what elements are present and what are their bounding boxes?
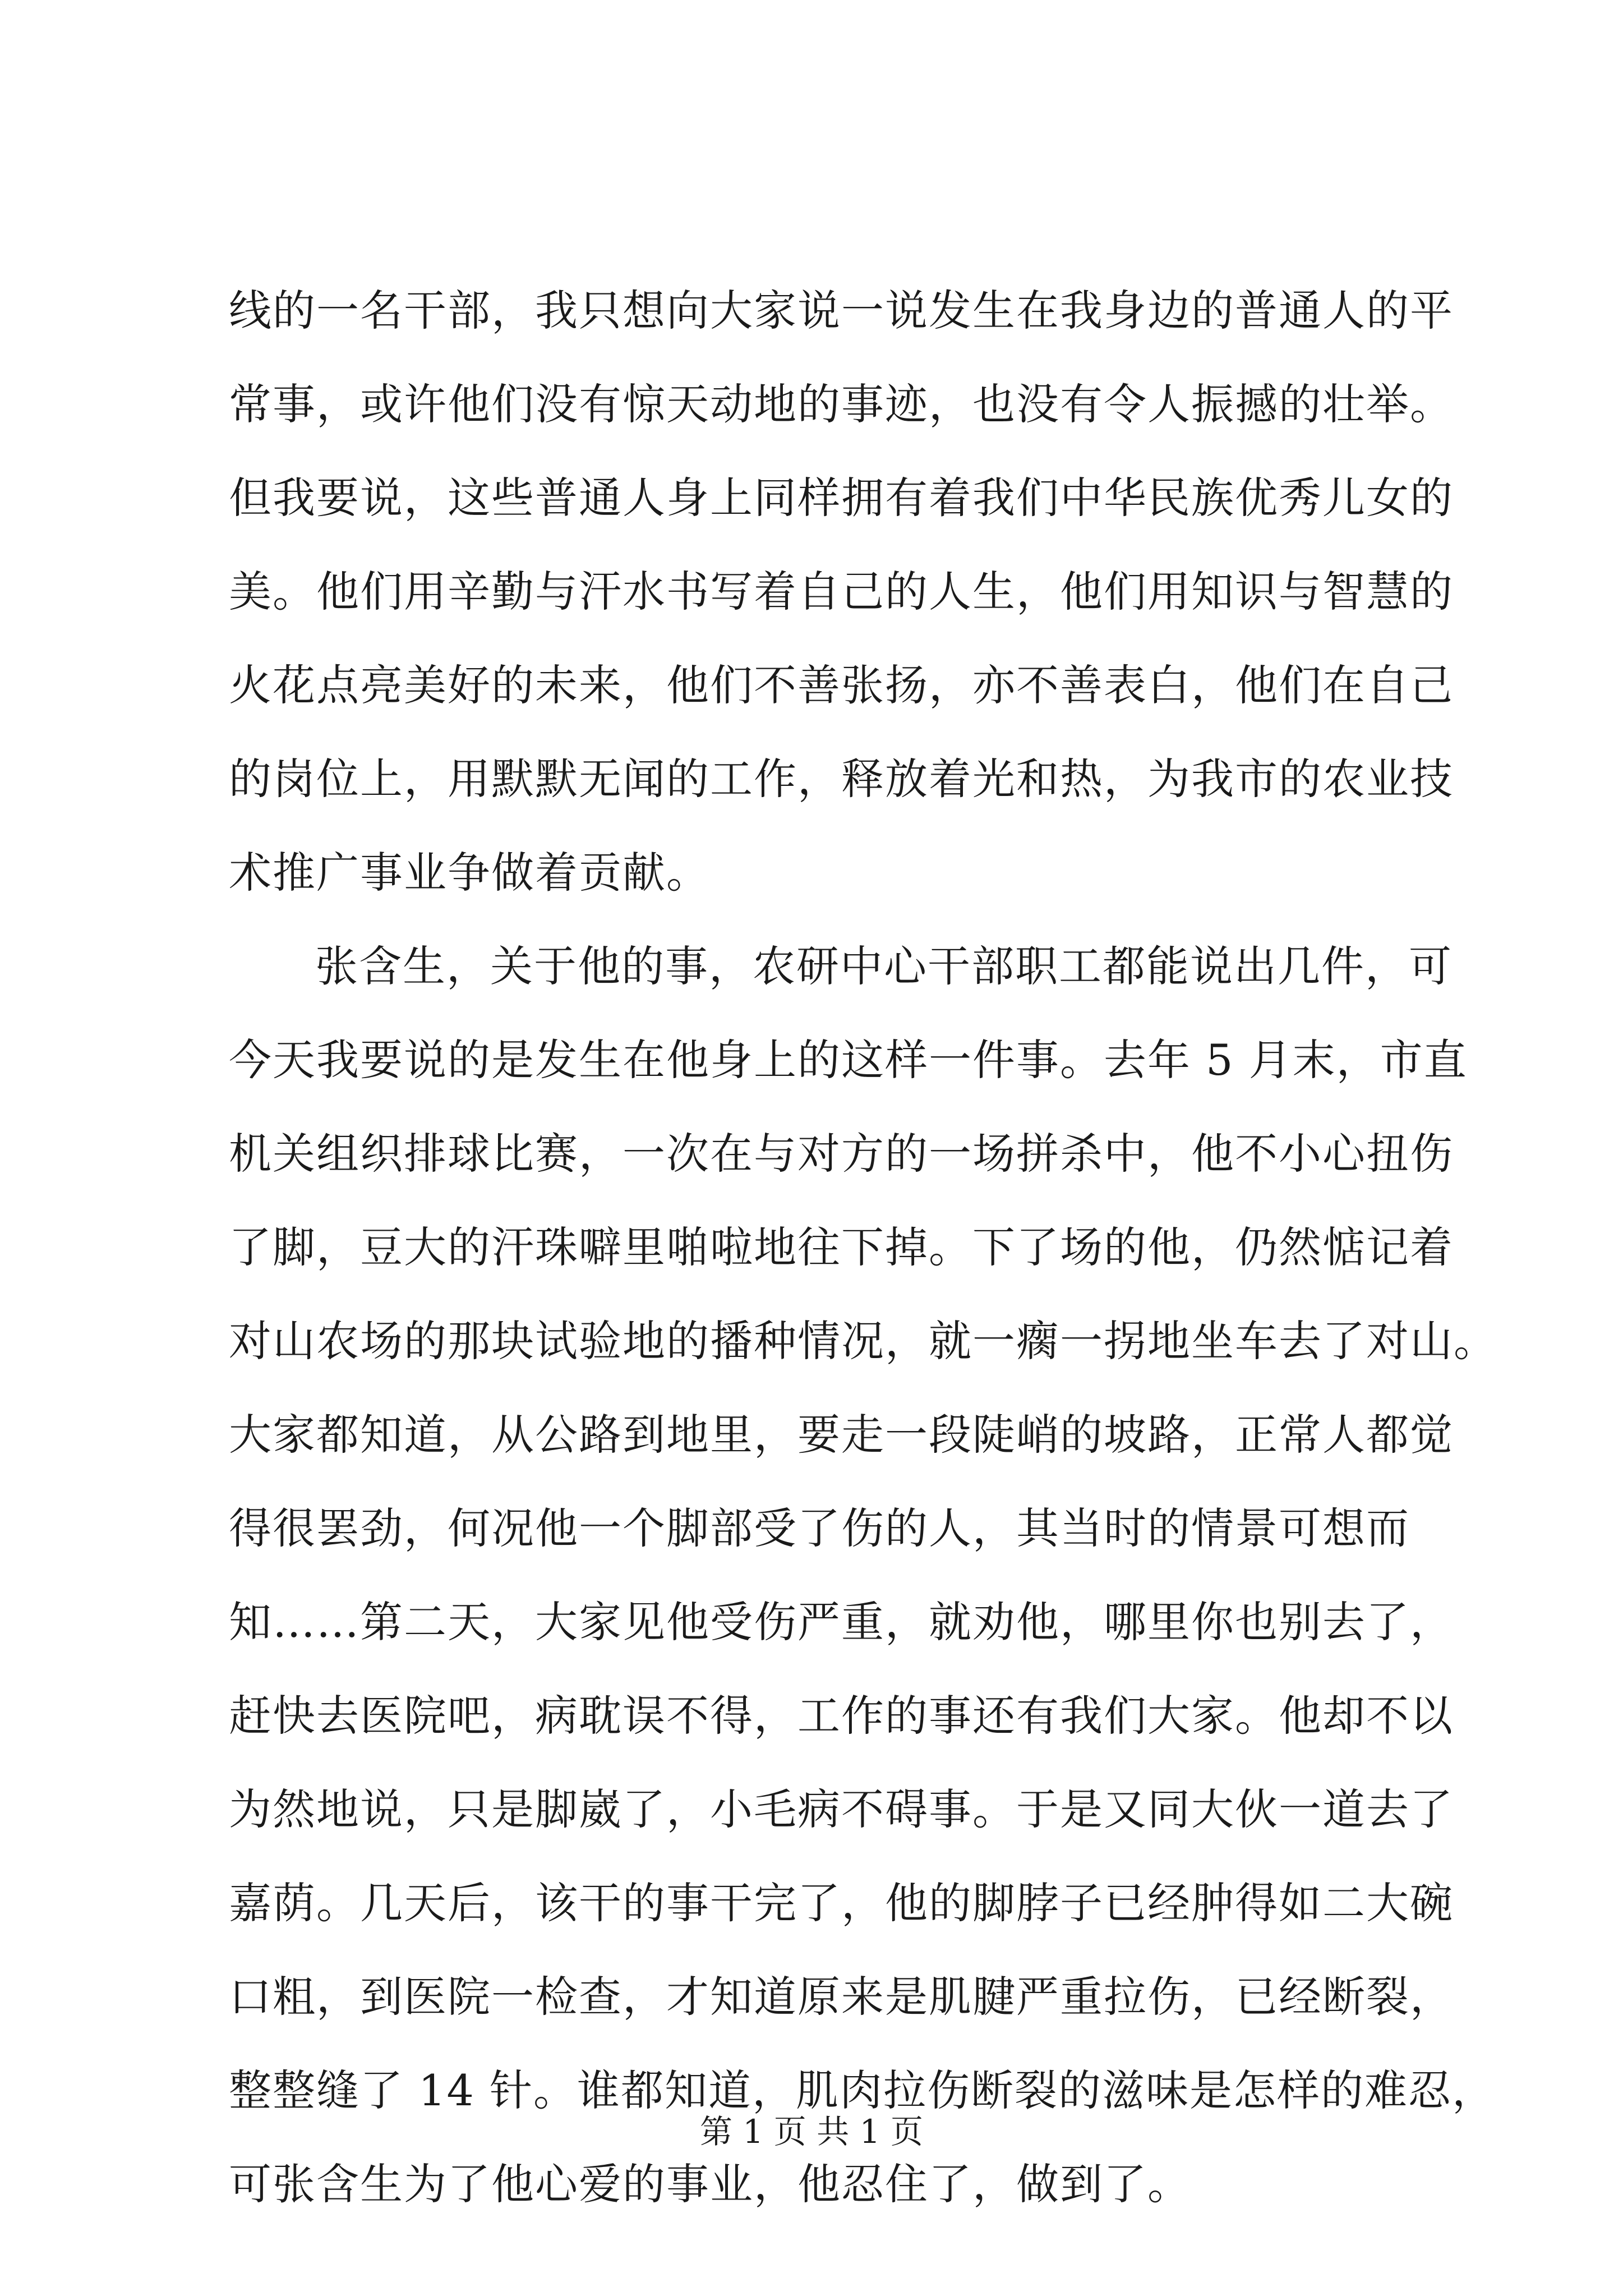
text-line: 知……第二天，大家见他受伤严重，就劝他，哪里你也别去了， (229, 1597, 1454, 1647)
text-line: 术推广事业争做着贡献。 (229, 848, 710, 898)
text-line: 常事，或许他们没有惊天动地的事迹，也没有令人振撼的壮举。 (229, 379, 1454, 429)
page-number: 第 1 页 共 1 页 (700, 2113, 923, 2151)
text-line: 嘉荫。几天后，该干的事干完了，他的脚脖子已经肿得如二大碗 (229, 1878, 1454, 1928)
text-line: 对山农场的那块试验地的播种情况，就一瘸一拐地坐车去了对山。 (229, 1316, 1497, 1366)
text-line: 赶快去医院吧，病耽误不得，工作的事还有我们大家。他却不以 (229, 1691, 1454, 1741)
text-line: 口粗，到医院一检查，才知道原来是肌腱严重拉伤，已经断裂， (229, 1972, 1454, 2022)
text-line: 可张含生为了他心爱的事业，他忍住了，做到了。 (229, 2159, 1191, 2209)
page-footer (0, 2109, 1623, 2154)
text-line: 得很罢劲，何况他一个脚部受了伤的人，其当时的情景可想而 (229, 1503, 1410, 1553)
text-line: 线的一名干部，我只想向大家说一说发生在我身边的普通人的平 (229, 286, 1454, 335)
text-line: 了脚，豆大的汗珠噼里啪啦地往下掉。下了场的他，仍然惦记着 (229, 1222, 1454, 1272)
text-line: 整整缝了 14 针。谁都知道，肌肉拉伤断裂的滋味是怎样的难忍， (229, 2065, 1496, 2115)
document-body (229, 264, 1497, 2231)
paragraph-start-line: 张含生，关于他的事，农研中心干部职工都能说出几件，可 (315, 941, 1453, 991)
text-line: 大家都知道，从公路到地里，要走一段陡峭的坡路，正常人都觉 (229, 1410, 1454, 1460)
text-line: 的岗位上，用默默无闻的工作，释放着光和热，为我市的农业技 (229, 754, 1454, 804)
text-line: 机关组织排球比赛，一次在与对方的一场拼杀中，他不小心扭伤 (229, 1129, 1454, 1179)
text-line: 但我要说，这些普通人身上同样拥有着我们中华民族优秀儿女的 (229, 473, 1454, 523)
text-line: 今天我要说的是发生在他身上的这样一件事。去年 5 月末，市直 (229, 1035, 1468, 1085)
text-line: 美。他们用辛勤与汗水书写着自己的人生，他们用知识与智慧的 (229, 567, 1454, 616)
text-line: 火花点亮美好的未来，他们不善张扬，亦不善表白，他们在自己 (229, 660, 1454, 710)
text-line: 为然地说，只是脚崴了，小毛病不碍事。于是又同大伙一道去了 (229, 1784, 1454, 1834)
